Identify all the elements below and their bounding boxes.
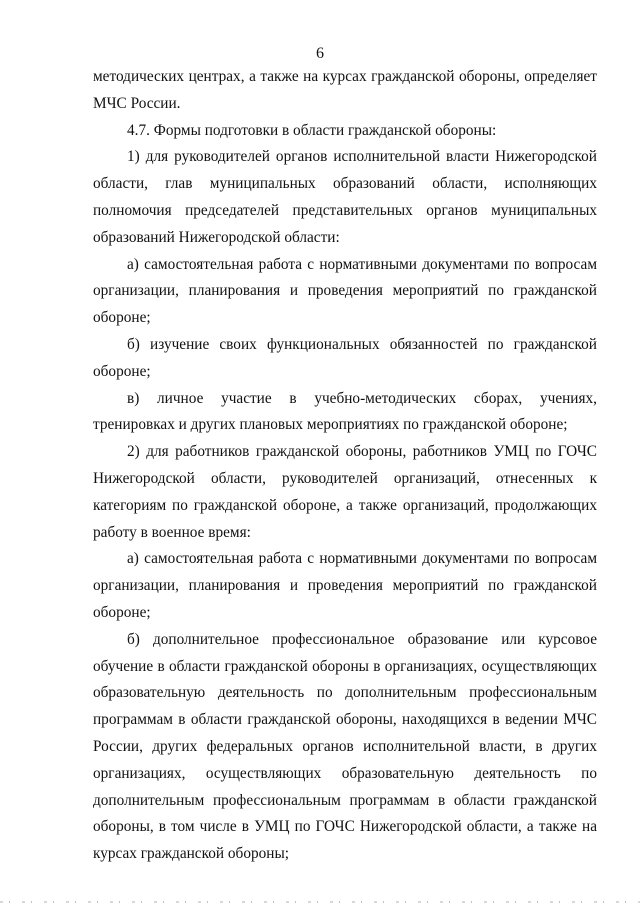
scan-artifact-line <box>0 901 640 903</box>
list-item: б) изучение своих функциональных обязанностей по гражданской обороне; <box>93 335 597 380</box>
page-number: 6 <box>316 45 324 62</box>
list-item: б) дополнительное профессиональное образование или курсовое обучение в области гражданской обороны в организациях, осуществляющих образовательную деятельность по дополнительным профессиональным программам в области гражданской обороны, находящихся в ведении МЧС России, других федеральных органов исполнительной власти, в других организациях, осуществляющих образовательную деятельность по дополнительным профессиональным программам в области гражданской обороны, в том числе в УМЦ по ГОЧС Нижегородской области, а также на курсах гражданской обороны; <box>93 630 597 863</box>
section-heading: 4.7. Формы подготовки в области гражданской обороны: <box>127 121 497 139</box>
list-item: а) самостоятельная работа с нормативными документами по вопросам организации, планирования и проведения мероприятий по гражданской обороне; <box>93 255 597 327</box>
paragraph: 2) для работников гражданской обороны, работников УМЦ по ГОЧС Нижегородской области, руководителей организаций, отнесенных к категориям по гражданской обороне, а также организаций, продолжающих работу в военное время: <box>93 443 597 541</box>
list-item: а) самостоятельная работа с нормативными документами по вопросам организации, планирования и проведения мероприятий по гражданской обороне; <box>93 550 597 621</box>
paragraph: 1) для руководителей органов исполнительной власти Нижегородской области, глав муниципальных образований области, исполняющих полномочия председателей представительных органов муниципальных образований Нижегородской области: <box>93 148 597 246</box>
paragraph: методических центрах, а также на курсах гражданской обороны, определяет МЧС России. <box>93 68 597 112</box>
list-item: в) личное участие в учебно-методических сборах, учениях, тренировках и других плановых мероприятиях по гражданской обороне; <box>93 389 597 434</box>
document-body <box>93 64 597 868</box>
